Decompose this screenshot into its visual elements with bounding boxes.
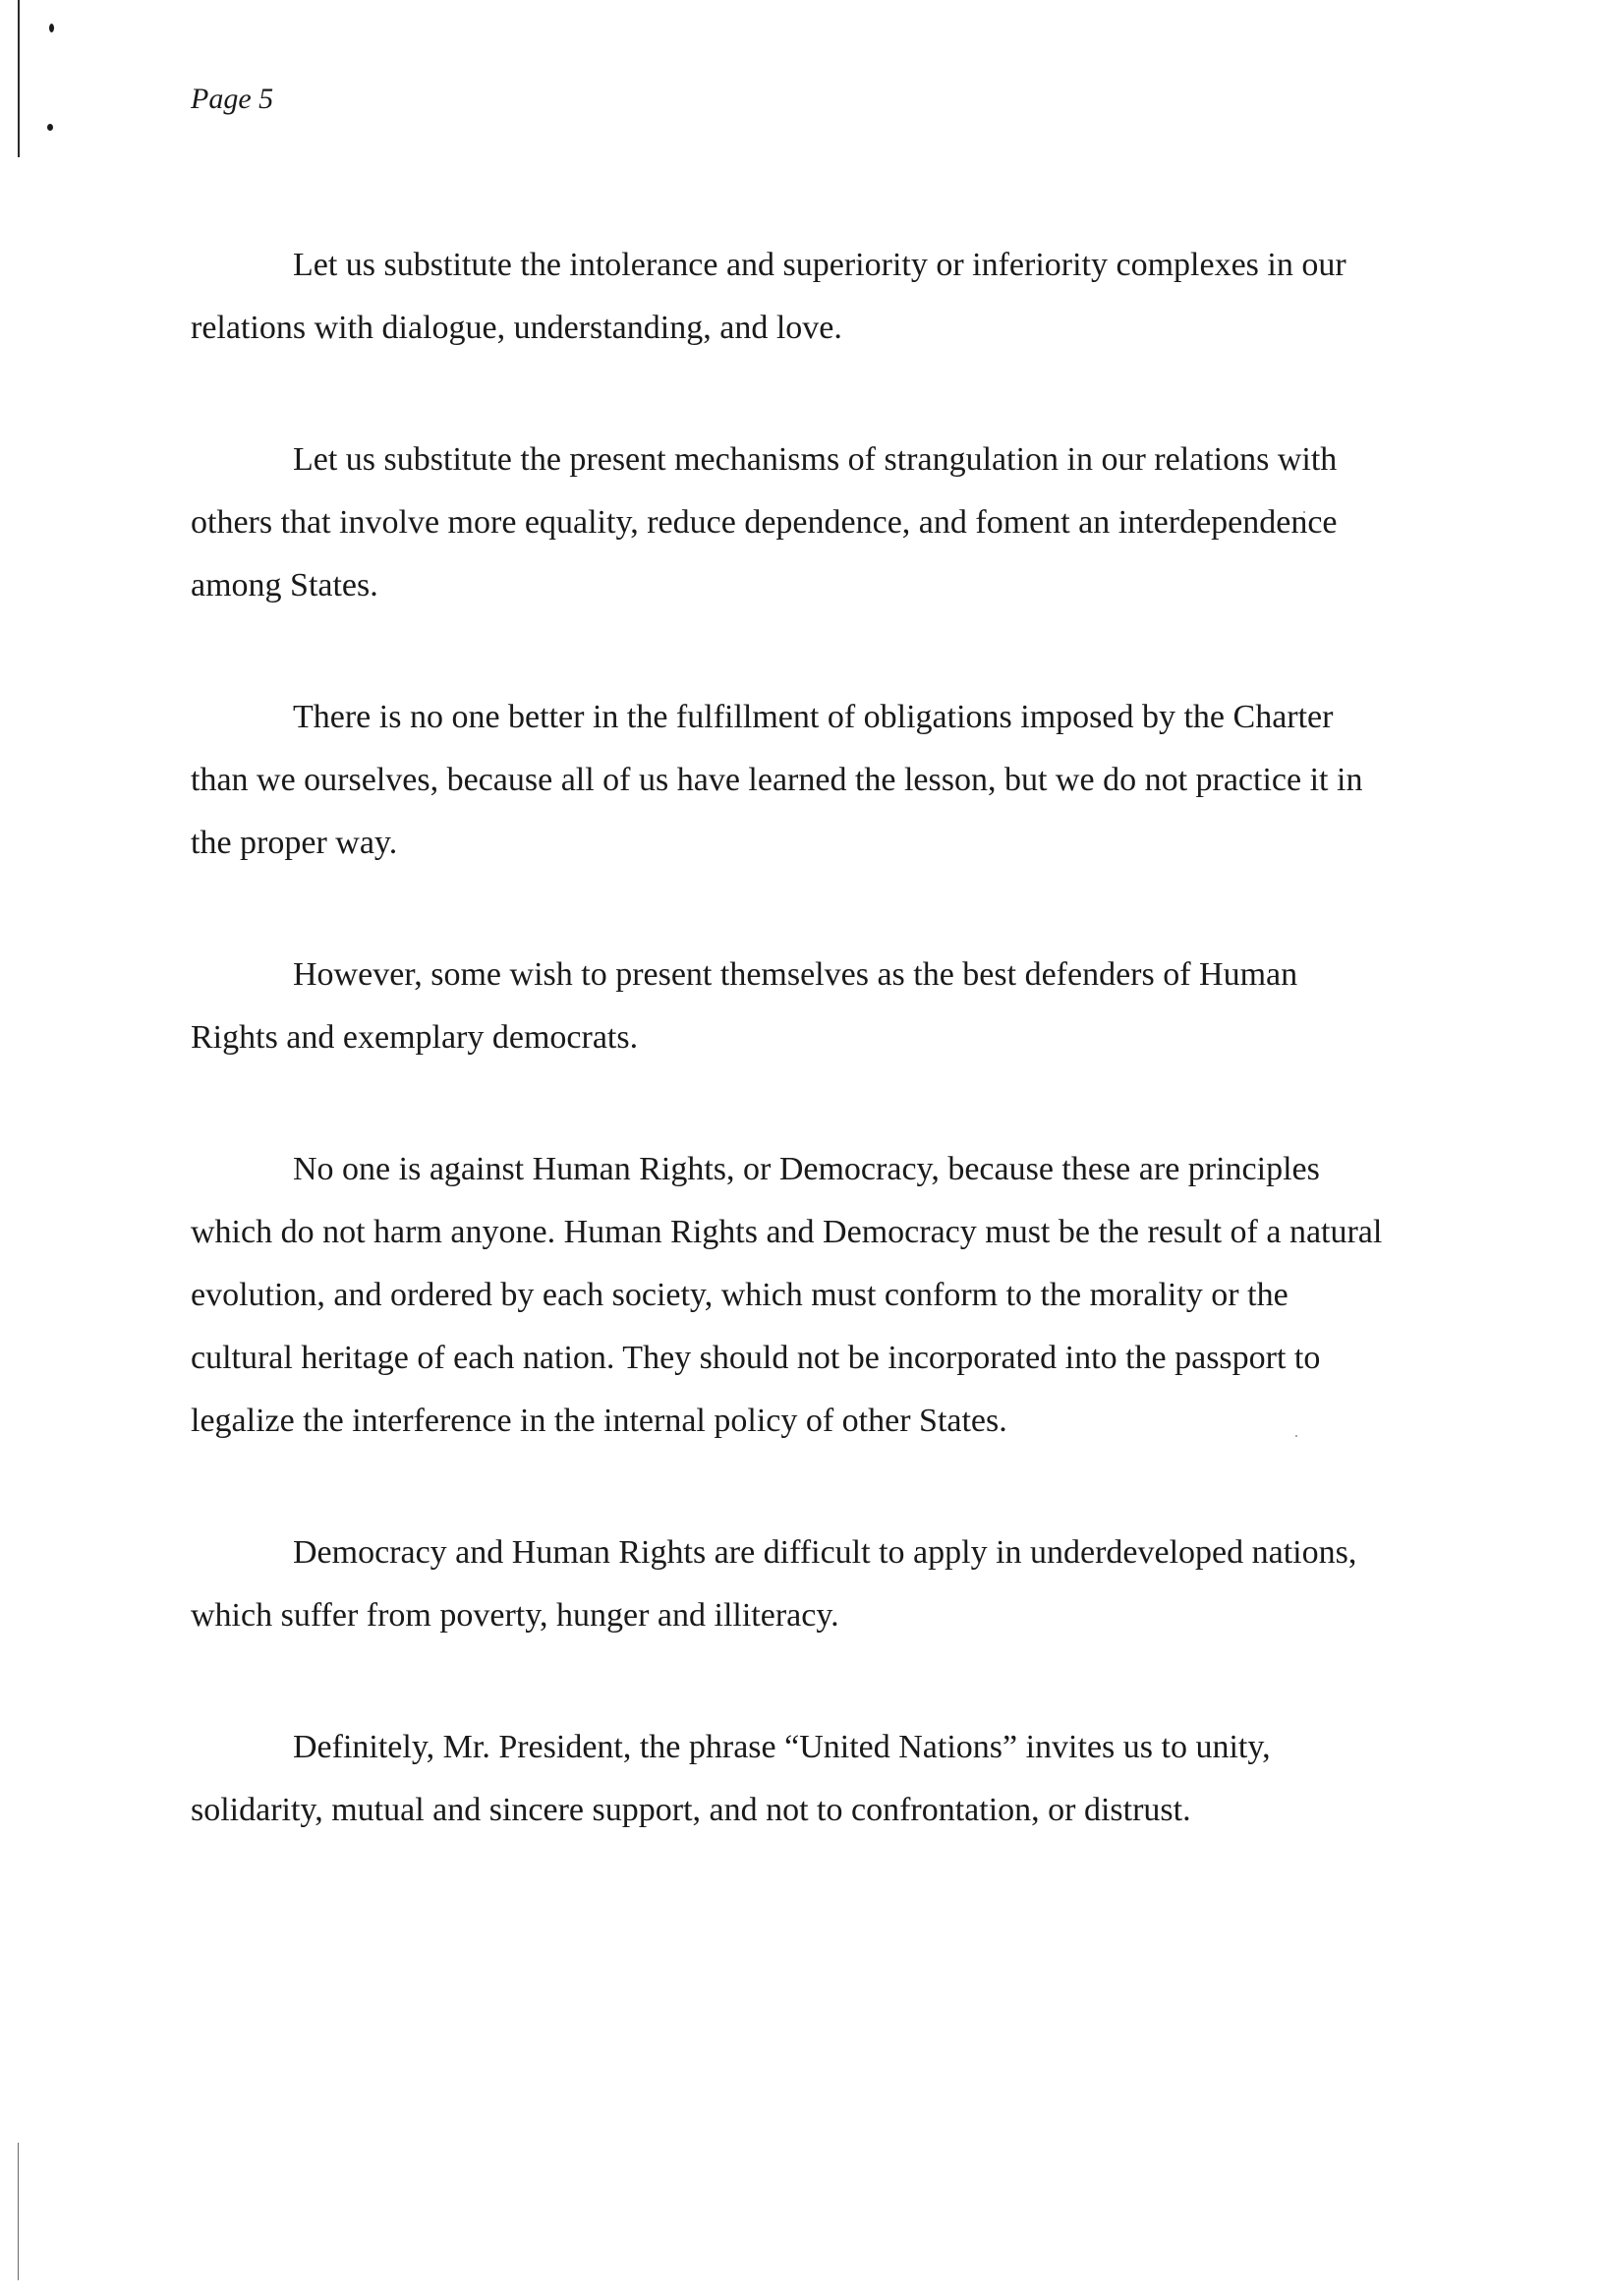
- paragraph: However, some wish to present themselves as the best defenders of Human Rights and exemplary democrats.: [191, 956, 1298, 1056]
- paragraph: Let us substitute the present mechanisms of strangulation in our relations with others that involve more equality, reduce dependence, and foment an interdependence among States.: [191, 441, 1338, 603]
- page-number: Page 5: [191, 83, 274, 115]
- document-body: [191, 234, 1390, 1911]
- paragraph: Democracy and Human Rights are difficult to apply in underdeveloped nations, which suffer from poverty, hunger and illiteracy.: [191, 1534, 1357, 1634]
- scan-edge-mark-bottom: [18, 2143, 19, 2280]
- paragraph: Definitely, Mr. President, the phrase “United Nations” invites us to unity, solidarity, mutual and sincere support, and not to confrontation, or distrust.: [191, 1729, 1271, 1828]
- paragraph: There is no one better in the fulfillment of obligations imposed by the Charter than we ourselves, because all of us have learned the lesson, but we do not practice it in the proper way.: [191, 699, 1363, 861]
- paragraph: No one is against Human Rights, or Democracy, because these are principles which do not harm anyone. Human Rights and Democracy must be the result of a natural evolution, and ordered by each society, which must conform to the morality or the cultural heritage of each nation. They should not be incorporated into the passport to legalize the interference in the internal policy of other States.: [191, 1151, 1383, 1439]
- scan-edge-mark: [18, 0, 20, 157]
- paragraph: Let us substitute the intolerance and superiority or inferiority complexes in our relations with dialogue, understanding, and love.: [191, 247, 1346, 346]
- scan-speck: [47, 124, 53, 131]
- scan-speck: [49, 24, 54, 32]
